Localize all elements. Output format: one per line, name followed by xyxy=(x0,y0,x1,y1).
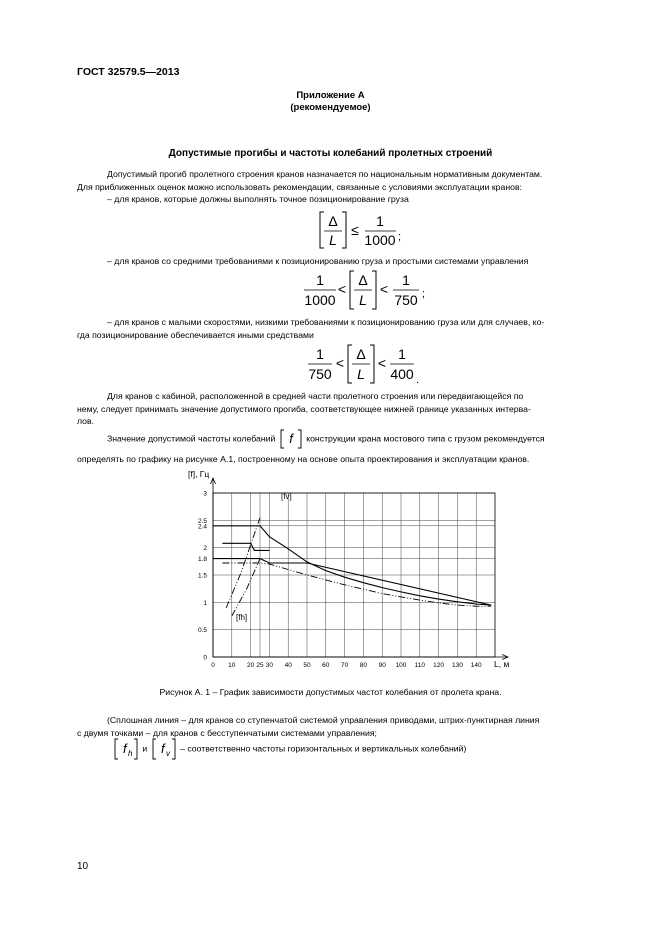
y-tick-label-6: 2.4 xyxy=(197,523,207,531)
list-item-2: – для кранов со средними требованиями к позиционированию груза и простыми системами управления xyxy=(107,256,529,266)
inline-f-symbol xyxy=(278,428,304,450)
list-item-3-block xyxy=(77,316,615,341)
formula-1-leq: ≤ xyxy=(351,222,359,238)
annotation-fh: [fh] xyxy=(236,613,248,622)
note-and: и xyxy=(142,743,148,754)
chart-grid xyxy=(213,493,495,657)
note-line-2: с двумя точками – для кранов с бесступенчатыми системами управления; xyxy=(77,727,377,738)
paragraph-2-line-3: лов. xyxy=(77,416,95,427)
paragraph-2-line-1: Для кранов с кабиной, расположенной в средней части пролетного строения или передвигающейся по xyxy=(107,391,524,401)
y-axis-label: [f], Гц xyxy=(188,469,210,479)
x-tick-label-4: 30 xyxy=(265,662,274,669)
y-tick-label-5: 2 xyxy=(203,545,207,553)
svg-text:;: ; xyxy=(422,288,426,300)
x-tick-label-12: 110 xyxy=(414,662,425,669)
x-tick-label-15: 140 xyxy=(470,662,482,669)
paragraph-1-line-2: Для приближенных оценок можно использовать рекомендации, связанные с условиями эксплуатации кранов: xyxy=(77,181,522,192)
fh-subscript: h xyxy=(128,749,133,758)
paragraph-3-line-2: определять по графику на рисунке А.1, построенному на основе опыта проектирования и эксплуатации кранов. xyxy=(77,454,530,464)
formula-2 xyxy=(302,267,432,313)
annex-title: Приложение А xyxy=(296,90,365,101)
formula-3-lt-1: < xyxy=(335,355,345,371)
x-tick-label-5: 40 xyxy=(284,662,292,669)
x-tick-label-7: 60 xyxy=(322,662,330,669)
formula-2-den-left: 1000 xyxy=(304,292,336,308)
list-item-3-line-2: гда позиционирование обеспечивается иными средствами xyxy=(77,329,314,340)
y-tick-label-2: 1 xyxy=(203,599,207,607)
svg-text:;: ; xyxy=(398,231,402,243)
note-line-3-block xyxy=(112,737,466,761)
y-tick-label-1: 0.5 xyxy=(197,627,207,635)
x-tick-label-14: 130 xyxy=(451,662,463,669)
annex-subtitle: (рекомендуемое) xyxy=(290,102,371,113)
svg-text:.: . xyxy=(416,374,420,386)
inline-f-letter: f xyxy=(288,431,293,446)
annotation-fv: [fv] xyxy=(281,492,292,501)
formula-2-delta: Δ xyxy=(358,272,368,288)
x-axis-label: L, м xyxy=(494,659,510,669)
paragraph-3-part-1: Значение допустимой частоты колебаний xyxy=(107,433,276,444)
note-line-1: (Сплошная линия – для кранов со ступенчатой системой управления приводами, штрих-пунктирная линия xyxy=(107,715,540,725)
list-item-2-block xyxy=(77,255,615,268)
figure-caption: Рисунок А. 1 – График зависимости допустимых частот колебания от пролета крана. xyxy=(159,687,502,697)
y-tick-label-7: 2.5 xyxy=(197,517,207,525)
formula-2-lt-2: < xyxy=(379,281,389,297)
formula-1-delta: Δ xyxy=(328,213,338,229)
formula-3-num-left: 1 xyxy=(316,346,324,362)
x-tick-label-8: 70 xyxy=(340,662,349,669)
formula-1-den: 1000 xyxy=(364,232,396,248)
section-title: Допустимые прогибы и частоты колебаний пролетных строений xyxy=(168,148,493,159)
formula-3-den-right: 400 xyxy=(390,366,414,382)
x-tick-label-2: 20 xyxy=(246,662,255,669)
frequency-chart xyxy=(180,465,530,677)
x-tick-label-13: 120 xyxy=(433,662,445,669)
formula-2-L: L xyxy=(359,292,367,308)
series-line-5 xyxy=(232,559,260,616)
formula-2-num-right: 1 xyxy=(402,272,410,288)
fv-symbol xyxy=(150,737,178,761)
formula-2-lt-1: < xyxy=(337,281,347,297)
formula-3-lt-2: < xyxy=(377,355,387,371)
formula-3-L: L xyxy=(357,366,365,382)
note-line-3: – соответственно частоты горизонтальных и вертикальных колебаний) xyxy=(180,743,467,754)
formula-1-L: L xyxy=(329,232,337,248)
y-tick-label-0: 0 xyxy=(203,654,207,662)
paragraph-3-part-2: конструкции крана мостового типа с грузом рекомендуется xyxy=(306,433,545,444)
fv-subscript: v xyxy=(165,749,170,758)
x-tick-label-11: 100 xyxy=(395,662,407,669)
y-tick-label-8: 3 xyxy=(203,490,207,498)
list-item-3-line-1: – для кранов с малыми скоростями, низкими требованиями к позиционированию груза или для случаев, ко- xyxy=(107,317,545,327)
fh-letter: f xyxy=(123,741,127,756)
fh-symbol xyxy=(112,737,140,761)
x-tick-label-0: 0 xyxy=(211,662,215,669)
x-tick-label-9: 80 xyxy=(359,662,368,669)
series-line-2 xyxy=(222,543,269,550)
x-tick-label-6: 50 xyxy=(303,662,311,669)
series-line-3 xyxy=(222,563,491,606)
formula-3-delta: Δ xyxy=(356,346,366,362)
x-tick-label-1: 10 xyxy=(228,662,236,669)
paragraph-2-line-2: нему, следует принимать значение допустимого прогиба, соответствующее нижней границе указанных интерва- xyxy=(77,403,531,414)
formula-2-den-right: 750 xyxy=(394,292,418,308)
list-item-1: – для кранов, которые должны выполнять точное позиционирование груза xyxy=(107,194,409,205)
chart-series xyxy=(213,518,491,616)
formula-3-num-right: 1 xyxy=(398,346,406,362)
y-tick-label-4: 1.8 xyxy=(197,556,207,564)
x-tick-label-3: 25 xyxy=(256,662,264,669)
paragraph-1-line-1: Допустимый прогиб пролетного строения кранов назначается по национальным нормативным документам. xyxy=(107,169,543,179)
paragraph-3 xyxy=(77,428,615,466)
paragraph-2 xyxy=(77,390,615,428)
document-code: ГОСТ 32579.5—2013 xyxy=(77,66,180,78)
paragraph-1 xyxy=(77,168,615,206)
y-tick-labels xyxy=(198,491,207,662)
fv-letter: f xyxy=(160,741,165,756)
series-line-0 xyxy=(213,526,491,605)
series-line-1 xyxy=(213,559,491,606)
x-tick-labels xyxy=(211,662,482,669)
formula-1 xyxy=(318,208,408,252)
chart-frame xyxy=(211,478,509,660)
formula-2-num-left: 1 xyxy=(316,272,324,288)
formula-3-den-left: 750 xyxy=(308,366,332,382)
page-number: 10 xyxy=(77,861,89,872)
note-block xyxy=(77,714,615,739)
y-tick-label-3: 1.5 xyxy=(197,572,207,580)
formula-3 xyxy=(306,341,426,387)
formula-1-num: 1 xyxy=(376,213,384,229)
x-tick-label-10: 90 xyxy=(378,662,386,669)
